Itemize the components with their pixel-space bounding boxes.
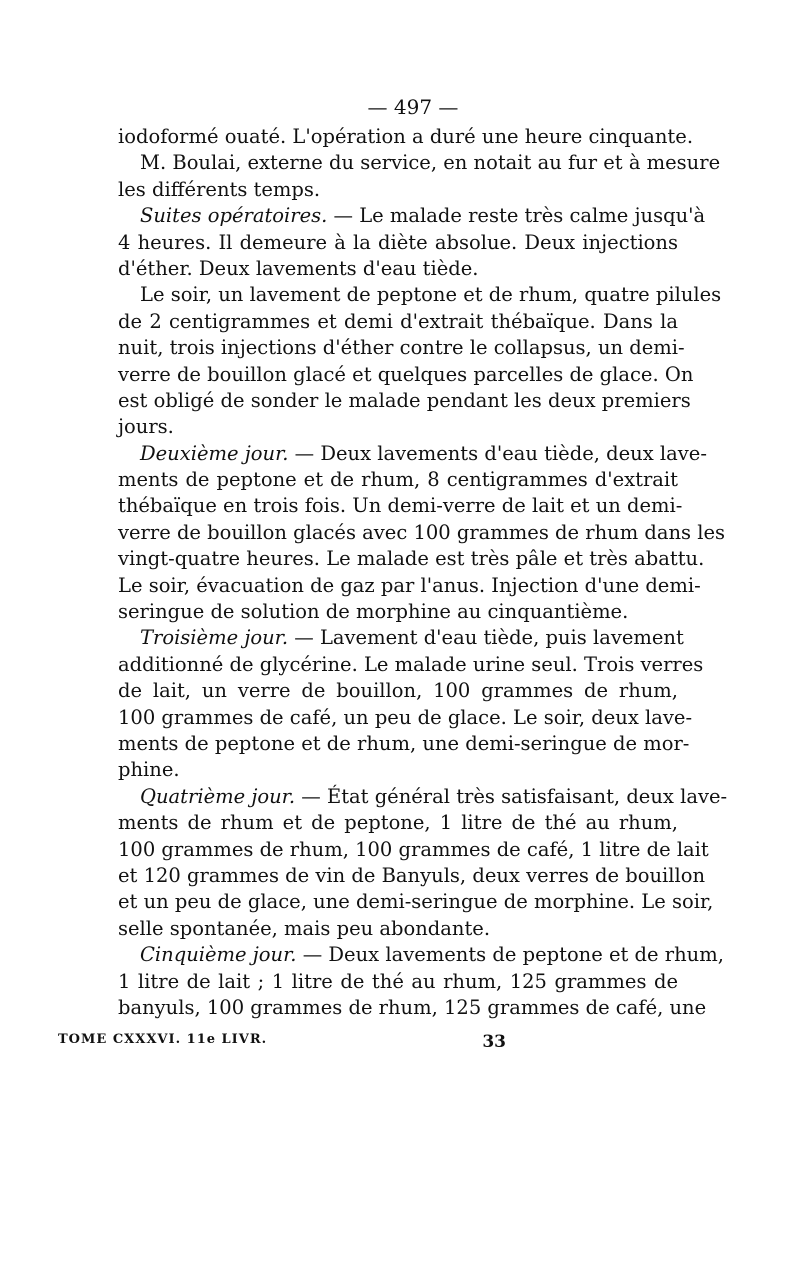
text-line <box>118 705 693 731</box>
line-text: ments de peptone et de rhum, une demi-seringue de mor- <box>118 731 690 755</box>
text-line <box>118 599 678 625</box>
line-text: thébaïque en trois fois. Un demi-verre de lait et un demi- <box>118 494 683 518</box>
line-text: 100 grammes de rhum, 100 grammes de café, 1 litre de lait <box>118 837 709 861</box>
line-text: Le soir, un lavement de peptone et de rhum, quatre pilules <box>140 283 722 307</box>
line-text: de lait, un verre de bouillon, 100 grammes de rhum, <box>118 679 678 703</box>
page-number: — 497 — <box>367 95 459 119</box>
text-line <box>118 652 704 678</box>
line-text: vingt-quatre heures. Le malade est très pâle et très abattu. <box>118 547 705 571</box>
line-text: seringue de solution de morphine au cinquantième. <box>118 600 629 624</box>
line-text: — Le malade reste très calme jusqu'à <box>327 204 706 228</box>
text-line <box>118 546 705 572</box>
text-line <box>118 889 714 915</box>
line-text: — État général très satisfaisant, deux lave- <box>295 784 728 808</box>
text-line <box>118 124 694 150</box>
volume-label: TOME CXXXVI. 11e LIVR. <box>58 1032 268 1047</box>
line-text: et 120 grammes de vin de Banyuls, deux verres de bouillon <box>118 863 706 887</box>
text-line <box>118 282 722 308</box>
line-text: iodoformé ouaté. L'opération a duré une heure cinquante. <box>118 125 694 148</box>
body-text <box>118 124 728 1021</box>
section-heading: Deuxième jour. <box>140 441 289 465</box>
section-heading: Cinquième jour. <box>140 943 297 967</box>
text-line <box>118 493 683 519</box>
text-line <box>118 837 709 863</box>
text-line <box>118 177 678 203</box>
text-line <box>118 995 707 1021</box>
line-text: et un peu de glace, une demi-seringue de morphine. Le soir, <box>118 890 714 914</box>
text-line <box>118 362 694 388</box>
text-line <box>118 810 678 836</box>
line-text: — Deux lavements de peptone et de rhum, <box>296 943 724 967</box>
line-text: M. Boulai, externe du service, en notait au fur et à mesure <box>140 151 721 175</box>
line-text: nuit, trois injections d'éther contre le collapsus, un demi- <box>118 336 685 360</box>
text-line <box>118 467 678 493</box>
text-line <box>118 757 678 783</box>
text-line <box>118 731 690 757</box>
section-heading: Quatrième jour. <box>140 784 296 808</box>
text-line <box>118 441 707 467</box>
text-line <box>118 784 728 810</box>
signature-mark: 33 <box>482 1032 506 1052</box>
text-line <box>118 520 726 546</box>
line-text: Le soir, évacuation de gaz par l'anus. Injection d'une demi- <box>118 573 701 597</box>
text-line <box>118 150 721 176</box>
line-text: les différents temps. <box>118 177 321 201</box>
text-line <box>118 230 678 256</box>
line-text: ments de peptone et de rhum, 8 centigrammes d'extrait <box>118 468 678 492</box>
line-text: verre de bouillon glacés avec 100 grammes de rhum dans les <box>118 520 726 544</box>
text-line <box>118 863 706 889</box>
line-text: 1 litre de lait ; 1 litre de thé au rhum, 125 grammes de <box>118 969 678 993</box>
text-line <box>118 573 701 599</box>
line-text: selle spontanée, mais peu abondante. <box>118 916 491 940</box>
line-text: verre de bouillon glacé et quelques parcelles de glace. On <box>118 362 694 386</box>
line-text: jours. <box>118 415 174 439</box>
line-text: — Deux lavements d'eau tiède, deux lave- <box>288 441 707 465</box>
section-heading: Suites opératoires. <box>140 204 328 228</box>
line-text: additionné de glycérine. Le malade urine seul. Trois verres <box>118 652 704 676</box>
page-footer <box>58 1032 506 1052</box>
text-line <box>118 414 678 440</box>
line-text: de 2 centigrammes et demi d'extrait thébaïque. Dans la <box>118 309 678 333</box>
text-line <box>118 388 691 414</box>
text-line <box>118 256 678 282</box>
line-text: banyuls, 100 grammes de rhum, 125 grammes de café, une <box>118 995 707 1019</box>
line-text: — Lavement d'eau tiède, puis lavement <box>288 626 684 650</box>
text-line <box>118 942 724 968</box>
text-line <box>118 969 678 995</box>
text-line <box>118 678 678 704</box>
text-line <box>118 335 685 361</box>
section-heading: Troisième jour. <box>140 626 289 650</box>
line-text: est obligé de sonder le malade pendant les deux premiers <box>118 388 691 412</box>
line-text: d'éther. Deux lavements d'eau tiède. <box>118 256 479 280</box>
text-line <box>118 625 684 651</box>
page <box>118 92 728 1021</box>
line-text: phine. <box>118 758 180 782</box>
line-text: ments de rhum et de peptone, 1 litre de thé au rhum, <box>118 811 678 835</box>
text-line <box>118 309 678 335</box>
line-text: 4 heures. Il demeure à la diète absolue. Deux injections <box>118 230 678 254</box>
text-line <box>118 203 706 229</box>
line-text: 100 grammes de café, un peu de glace. Le soir, deux lave- <box>118 705 693 729</box>
text-line <box>118 916 678 942</box>
